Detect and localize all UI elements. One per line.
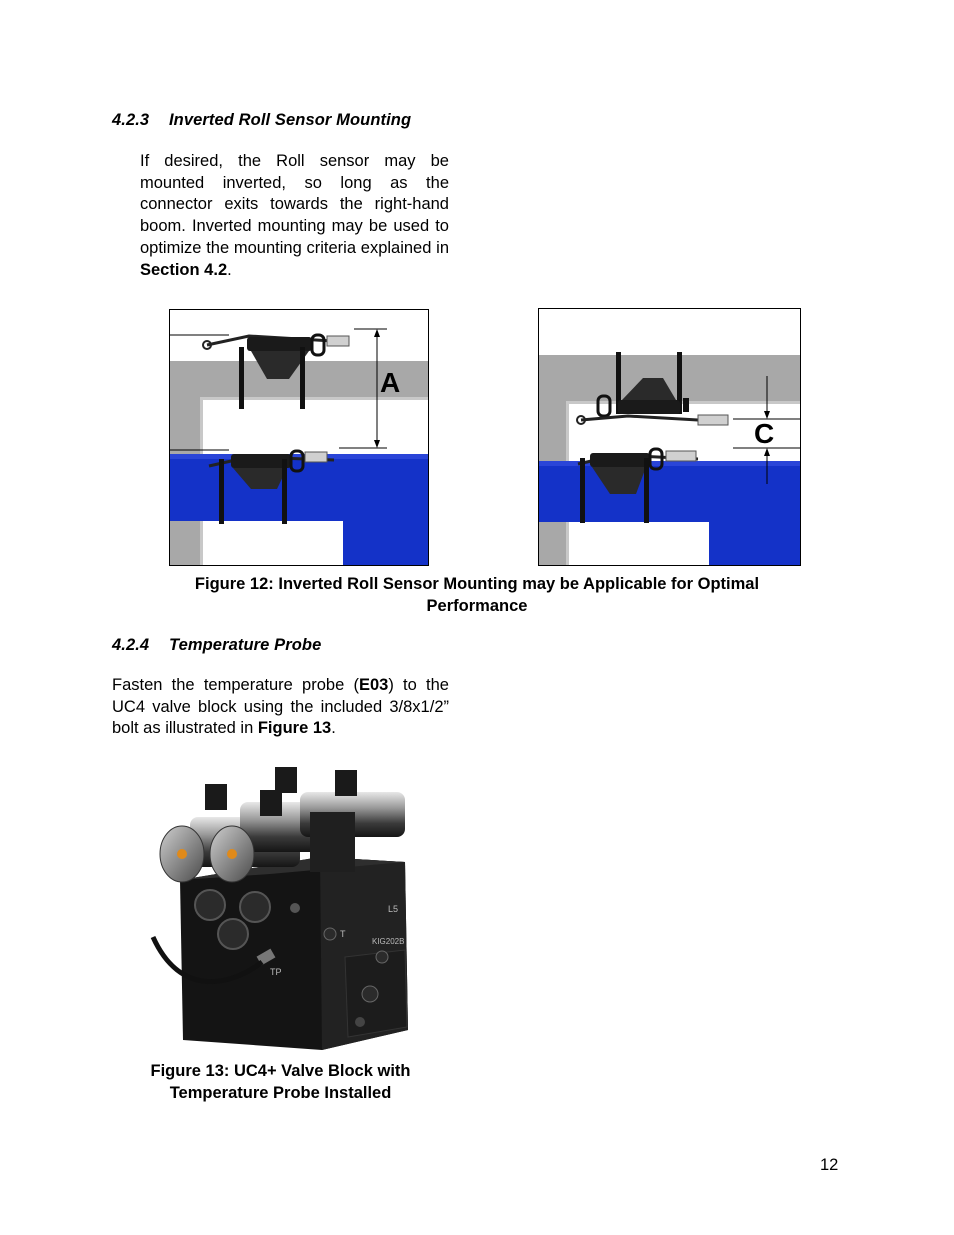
normal-mount-illustration: [169, 309, 429, 566]
section-heading-4-2-3: [112, 111, 411, 130]
valve-block-illustration: [150, 762, 412, 1054]
section-number: 4.2.4: [112, 636, 150, 654]
part-number-label: KIG202B: [372, 937, 405, 946]
figure-reference: Figure 13: [257, 719, 332, 738]
dimension-label-c: C: [754, 418, 775, 449]
roll-sensor-paragraph: [140, 151, 449, 281]
dimension-label-a: A: [380, 367, 401, 398]
section-heading-4-2-4: [112, 636, 321, 655]
page-number: 12: [820, 1156, 839, 1174]
section-reference: Section 4.2: [140, 260, 228, 279]
port-label-tp: TP: [270, 967, 282, 977]
section-title: Inverted Roll Sensor Mounting: [169, 111, 412, 129]
caption-line-2: Temperature Probe Installed: [169, 1084, 392, 1102]
caption-line-2: Performance: [426, 597, 528, 615]
paragraph-end: .: [227, 260, 232, 279]
section-number: 4.2.3: [112, 111, 150, 129]
caption-line-1: Figure 13: UC4+ Valve Block with: [150, 1062, 411, 1080]
figure-13-caption: [112, 1060, 449, 1104]
paragraph-text-2: ) to the UC4 valve block using the included 3/8x1/2” bolt as illustrated in: [112, 676, 449, 738]
paragraph-text: Fasten the temperature probe (: [112, 676, 359, 694]
part-code: E03: [358, 676, 389, 694]
figure-12-caption: [112, 573, 842, 617]
port-label-t: T: [340, 929, 346, 939]
port-label-l5: L5: [388, 904, 399, 914]
temperature-probe-paragraph: [112, 675, 449, 740]
paragraph-text: If desired, the Roll sensor may be mounted inverted, so long as the connector exits towards the right-hand boom. Inverted mounting may be used to optimize the mounting criteria explained in: [140, 152, 449, 257]
caption-line-1: Figure 12: Inverted Roll Sensor Mounting may be Applicable for Optimal: [194, 575, 760, 593]
paragraph-end: .: [331, 719, 336, 738]
figure-12-right-image: [538, 308, 801, 566]
figure-13-image: [150, 762, 412, 1054]
inverted-mount-illustration: [538, 308, 801, 566]
figure-12-left-image: [169, 309, 429, 566]
section-title: Temperature Probe: [169, 636, 322, 654]
